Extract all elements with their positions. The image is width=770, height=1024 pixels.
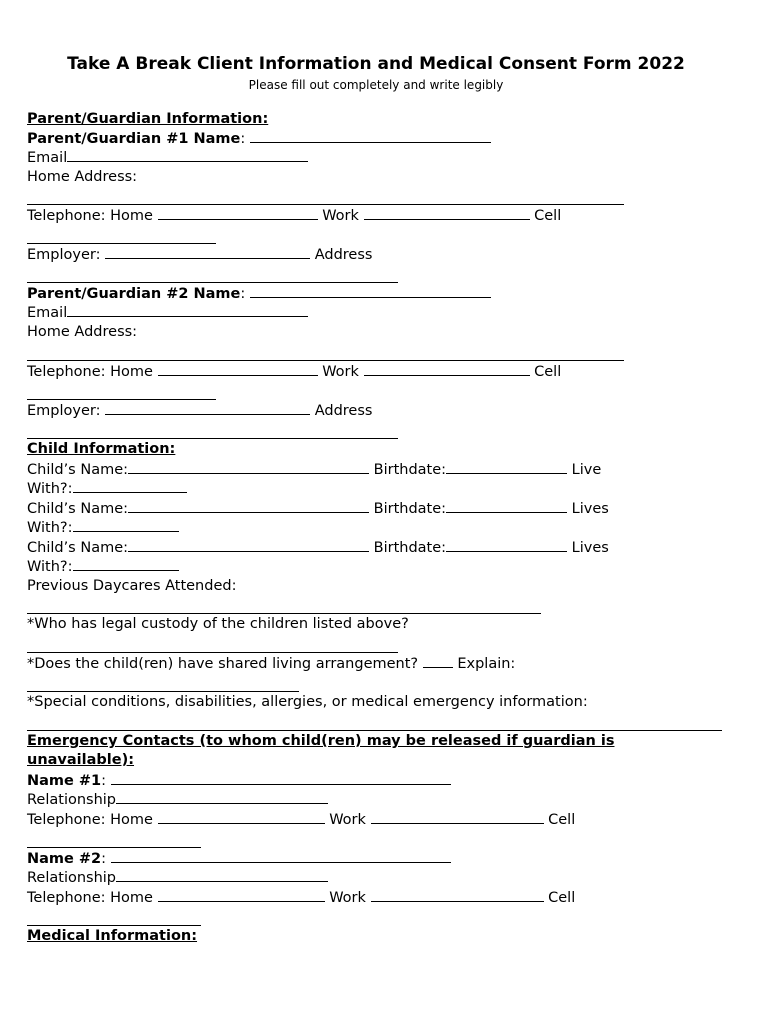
contact2-cell-phone-field[interactable] [27,925,201,926]
emergency-contacts-heading: Emergency Contacts (to whom child(ren) may be released if guardian is [27,733,615,749]
guardian2-employer-address-field[interactable] [27,438,398,439]
contact1-home-phone-field[interactable] [158,810,325,824]
employer-label: Employer: [27,403,101,419]
child1-lives-with-row [27,479,187,499]
relationship-label: Relationship [27,870,117,886]
child3-lives-with-field[interactable] [73,557,179,571]
guardian2-home-phone-field[interactable] [158,362,318,376]
child1-name-field[interactable] [128,460,369,474]
guardian1-email-field[interactable] [67,148,308,162]
child2-row [27,499,609,519]
contact1-name-field[interactable] [111,771,451,785]
guardian1-name-label: Parent/Guardian #1 Name [27,131,241,147]
child3-lives-with-row [27,557,179,577]
guardian1-cell-phone-field[interactable] [27,243,216,244]
guardian2-email-row [27,303,308,323]
address-label: Address [314,247,373,263]
guardian2-name-field[interactable] [250,284,491,298]
guardian1-telephone-row [27,206,561,226]
childs-name-label: Child’s Name: [27,540,129,556]
work-label: Work [322,208,359,224]
form-title: Take A Break Client Information and Medical Consent Form 2022 [67,54,685,74]
guardian2-employer-field[interactable] [105,401,310,415]
guardian2-work-phone-field[interactable] [364,362,530,376]
colon: : [101,773,107,789]
special-conditions-field[interactable] [27,730,722,731]
telephone-home-label: Telephone: Home [27,812,153,828]
colon: : [240,131,246,147]
guardian1-name-field[interactable] [250,129,491,143]
with-label: With?: [27,481,73,497]
previous-daycares-label: Previous Daycares Attended: [27,578,237,594]
lives-label: Lives [571,540,609,556]
live-label: Live [571,462,602,478]
employer-label: Employer: [27,247,101,263]
with-label: With?: [27,559,73,575]
guardian2-employer-row [27,401,372,421]
cell-label: Cell [548,890,576,906]
form-subtitle: Please fill out completely and write legibly [248,78,504,92]
contact1-cell-phone-field[interactable] [27,847,201,848]
child2-birthdate-field[interactable] [446,499,567,513]
shared-living-label: *Does the child(ren) have shared living arrangement? [27,656,419,672]
contact1-name-row [27,771,451,791]
guardian1-name-row [27,129,491,149]
birthdate-label: Birthdate: [373,462,447,478]
contact2-name-field[interactable] [111,849,451,863]
child1-row [27,460,601,480]
contact2-name-label: Name #2 [27,851,102,867]
guardian1-employer-field[interactable] [105,245,310,259]
contact2-relationship-row [27,868,328,888]
colon: : [101,851,107,867]
shared-living-row [27,654,515,674]
contact1-relationship-row [27,790,328,810]
guardian2-home-address-label: Home Address: [27,324,138,340]
special-conditions-label: *Special conditions, disabilities, allergies, or medical emergency information: [27,694,588,710]
birthdate-label: Birthdate: [373,540,447,556]
with-label: With?: [27,520,73,536]
contact2-relationship-field[interactable] [116,868,328,882]
child-information-heading: Child Information: [27,441,176,457]
work-label: Work [322,364,359,380]
emergency-contacts-heading-continued: unavailable): [27,752,135,768]
guardian2-name-row [27,284,491,304]
contact2-work-phone-field[interactable] [371,888,544,902]
email-label: Email [27,150,68,166]
guardian2-telephone-row [27,362,561,382]
previous-daycares-field[interactable] [27,613,541,614]
childs-name-label: Child’s Name: [27,501,129,517]
cell-label: Cell [548,812,576,828]
guardian2-email-field[interactable] [67,303,308,317]
explain-label: Explain: [457,656,516,672]
guardian1-home-address-label: Home Address: [27,169,138,185]
relationship-label: Relationship [27,792,117,808]
colon: : [240,286,246,302]
email-label: Email [27,305,68,321]
cell-label: Cell [534,208,562,224]
guardian2-name-label: Parent/Guardian #2 Name [27,286,241,302]
guardian2-home-address-field[interactable] [27,360,624,361]
contact2-telephone-row [27,888,575,908]
medical-information-heading: Medical Information: [27,928,198,944]
shared-living-explain-field[interactable] [27,691,299,692]
contact1-name-label: Name #1 [27,773,102,789]
child2-lives-with-row [27,518,179,538]
lives-label: Lives [571,501,609,517]
child2-name-field[interactable] [128,499,369,513]
guardian1-employer-row [27,245,372,265]
shared-living-field[interactable] [423,654,453,668]
guardian1-home-address-field[interactable] [27,204,624,205]
legal-custody-label: *Who has legal custody of the children listed above? [27,616,409,632]
child3-name-field[interactable] [128,538,369,552]
birthdate-label: Birthdate: [373,501,447,517]
child3-birthdate-field[interactable] [446,538,567,552]
contact2-name-row [27,849,451,869]
work-label: Work [329,812,366,828]
contact1-telephone-row [27,810,575,830]
guardian1-employer-address-field[interactable] [27,282,398,283]
work-label: Work [329,890,366,906]
guardian1-email-row [27,148,308,168]
telephone-home-label: Telephone: Home [27,364,153,380]
guardian1-work-phone-field[interactable] [364,206,530,220]
child2-lives-with-field[interactable] [73,518,179,532]
child1-lives-with-field[interactable] [73,479,187,493]
telephone-home-label: Telephone: Home [27,208,153,224]
legal-custody-field[interactable] [27,652,398,653]
contact1-relationship-field[interactable] [116,790,328,804]
contact1-work-phone-field[interactable] [371,810,544,824]
parent-guardian-heading: Parent/Guardian Information: [27,111,269,127]
contact2-home-phone-field[interactable] [158,888,325,902]
cell-label: Cell [534,364,562,380]
telephone-home-label: Telephone: Home [27,890,153,906]
address-label: Address [314,403,373,419]
child1-birthdate-field[interactable] [446,460,567,474]
guardian2-cell-phone-field[interactable] [27,399,216,400]
guardian1-home-phone-field[interactable] [158,206,318,220]
childs-name-label: Child’s Name: [27,462,129,478]
child3-row [27,538,609,558]
